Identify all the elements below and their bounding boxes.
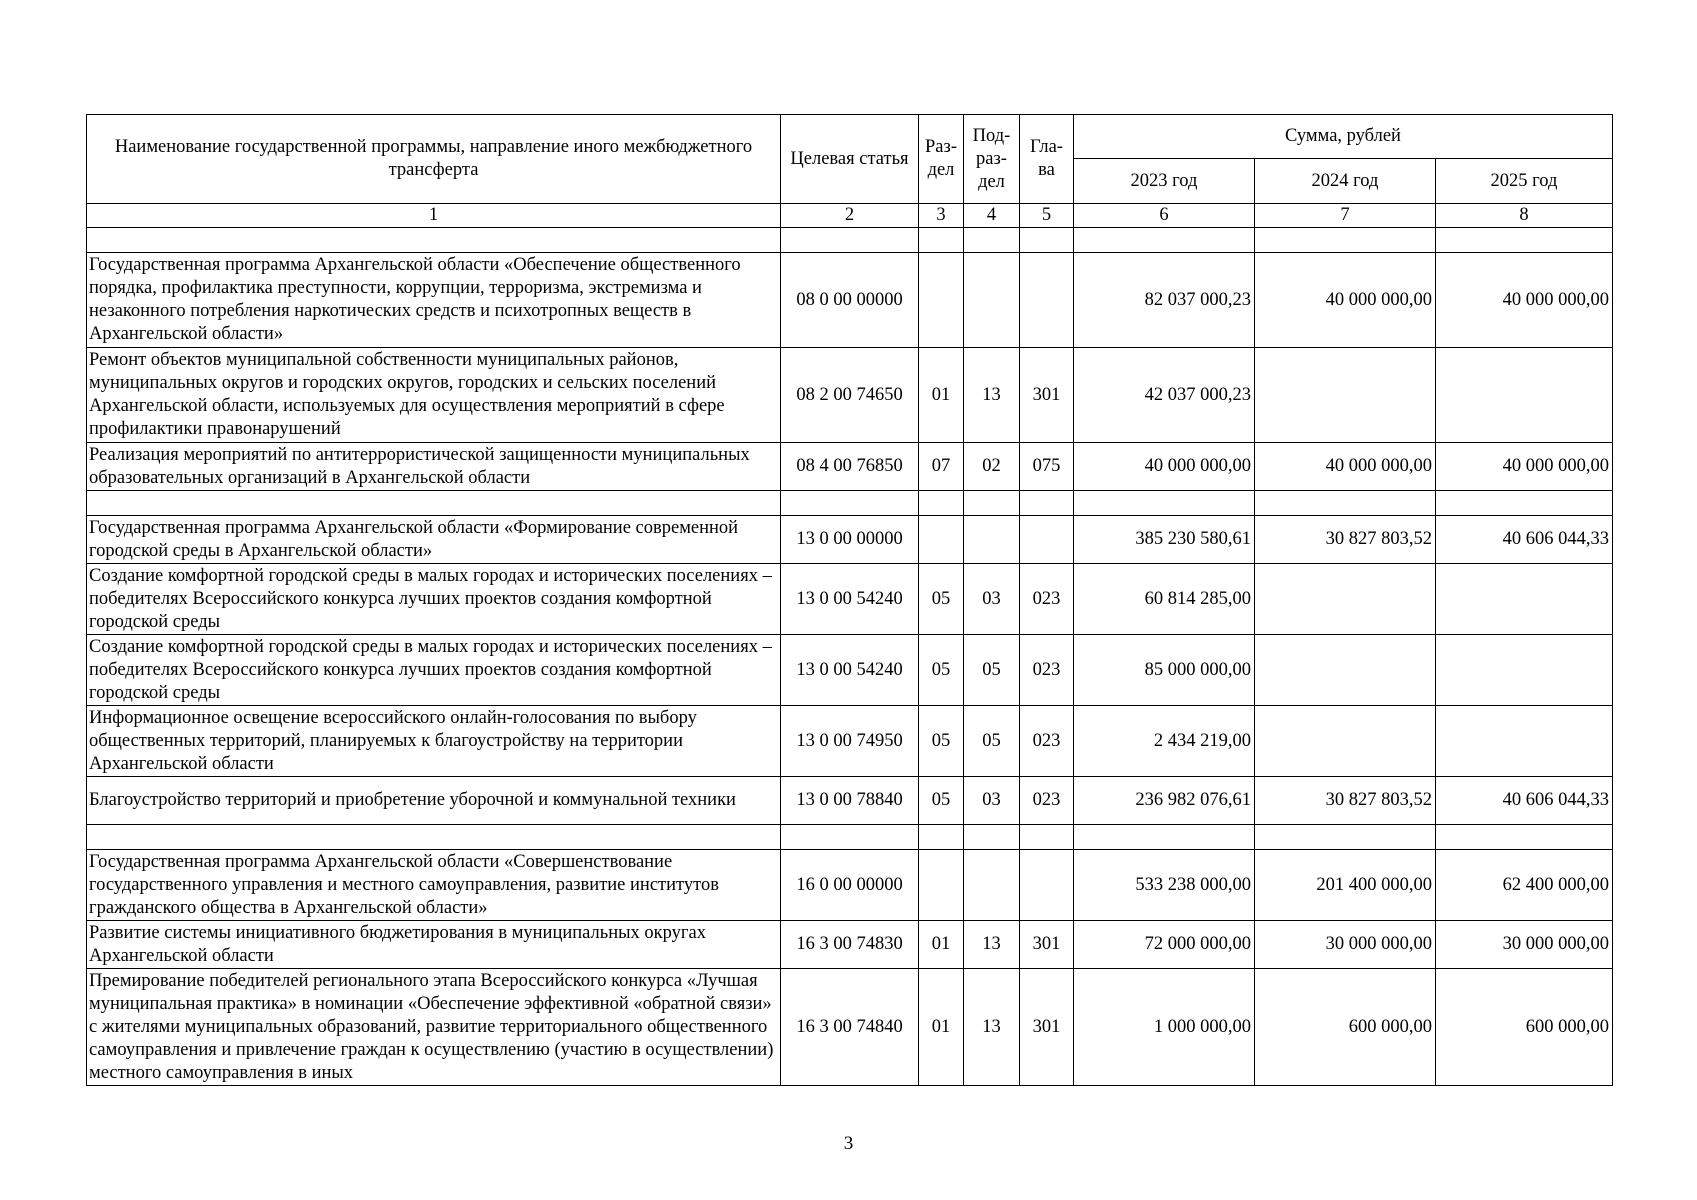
amount-2025: 30 000 000,00 bbox=[1436, 921, 1613, 969]
page-number: 3 bbox=[843, 1133, 854, 1154]
transfer-name: Создание комфортной городской среды в малых городах и исторических поселениях – победителях Всероссийского конкурса лучших проектов создания комфортной городской среды bbox=[87, 635, 781, 706]
target-code: 13 0 00 74950 bbox=[781, 706, 919, 777]
amount-2024: 600 000,00 bbox=[1255, 969, 1436, 1086]
glava bbox=[1020, 253, 1074, 348]
table-row bbox=[87, 253, 1613, 348]
column-number: 7 bbox=[1255, 204, 1436, 228]
transfer-name: Создание комфортной городской среды в малых городах и исторических поселениях – победителях Всероссийского конкурса лучших проектов создания комфортной городской среды bbox=[87, 564, 781, 635]
amount-2024 bbox=[1255, 564, 1436, 635]
podrazdel: 05 bbox=[964, 706, 1020, 777]
amount-2023: 2 434 219,00 bbox=[1074, 706, 1255, 777]
table-row bbox=[87, 850, 1613, 921]
amount-2023: 236 982 076,61 bbox=[1074, 777, 1255, 825]
amount-2025: 600 000,00 bbox=[1436, 969, 1613, 1086]
amount-2025: 40 000 000,00 bbox=[1436, 253, 1613, 348]
program-name: Государственная программа Архангельской области «Формирование современной городской среды в Архангельской области» bbox=[87, 516, 781, 564]
header-year-2023: 2023 год bbox=[1074, 159, 1255, 204]
spacer-row bbox=[87, 491, 1613, 516]
target-code: 08 0 00 00000 bbox=[781, 253, 919, 348]
table-row bbox=[87, 706, 1613, 777]
table-row bbox=[87, 969, 1613, 1086]
amount-2024: 40 000 000,00 bbox=[1255, 253, 1436, 348]
podrazdel: 03 bbox=[964, 564, 1020, 635]
glava: 075 bbox=[1020, 443, 1074, 491]
target-code: 08 2 00 74650 bbox=[781, 348, 919, 443]
program-name: Государственная программа Архангельской области «Совершенствование государственного управления и местного самоуправления, развитие институтов гражданского общества в Архангельской области» bbox=[87, 850, 781, 921]
table-row bbox=[87, 348, 1613, 443]
amount-2023: 533 238 000,00 bbox=[1074, 850, 1255, 921]
target-code: 13 0 00 54240 bbox=[781, 564, 919, 635]
header-section: Раз-дел bbox=[919, 115, 964, 204]
transfer-name: Реализация мероприятий по антитеррористической защищенности муниципальных образовательных организаций в Архангельской области bbox=[87, 443, 781, 491]
spacer-row bbox=[87, 228, 1613, 253]
program-name: Государственная программа Архангельской области «Обеспечение общественного порядка, профилактика преступности, коррупции, терроризма, экстремизма и незаконного потребления наркотических средств и психотропных веществ в Архангельской области» bbox=[87, 253, 781, 348]
razdel bbox=[919, 516, 964, 564]
table-row bbox=[87, 516, 1613, 564]
header-year-2025: 2025 год bbox=[1436, 159, 1613, 204]
razdel bbox=[919, 850, 964, 921]
podrazdel: 13 bbox=[964, 969, 1020, 1086]
spacer-row bbox=[87, 825, 1613, 850]
podrazdel: 05 bbox=[964, 635, 1020, 706]
amount-2023: 1 000 000,00 bbox=[1074, 969, 1255, 1086]
table-row bbox=[87, 635, 1613, 706]
table-row bbox=[87, 921, 1613, 969]
table-row bbox=[87, 777, 1613, 825]
transfer-name: Развитие системы инициативного бюджетирования в муниципальных округах Архангельской области bbox=[87, 921, 781, 969]
header-year-2024: 2024 год bbox=[1255, 159, 1436, 204]
glava bbox=[1020, 516, 1074, 564]
amount-2023: 82 037 000,23 bbox=[1074, 253, 1255, 348]
transfer-name: Премирование победителей регионального этапа Всероссийского конкурса «Лучшая муниципальная практика» в номинации «Обеспечение эффективной «обратной связи» с жителями муниципальных образований, развитие территориального общественного самоуправления и привлечение граждан к осуществлению (участию в осуществлении) местного самоуправления в иных bbox=[87, 969, 781, 1086]
amount-2025 bbox=[1436, 706, 1613, 777]
amount-2025 bbox=[1436, 564, 1613, 635]
column-number: 5 bbox=[1020, 204, 1074, 228]
amount-2024: 30 827 803,52 bbox=[1255, 516, 1436, 564]
razdel bbox=[919, 253, 964, 348]
amount-2025 bbox=[1436, 635, 1613, 706]
column-number: 4 bbox=[964, 204, 1020, 228]
podrazdel bbox=[964, 516, 1020, 564]
amount-2023: 385 230 580,61 bbox=[1074, 516, 1255, 564]
podrazdel bbox=[964, 253, 1020, 348]
amount-2023: 40 000 000,00 bbox=[1074, 443, 1255, 491]
target-code: 16 0 00 00000 bbox=[781, 850, 919, 921]
column-number: 8 bbox=[1436, 204, 1613, 228]
podrazdel bbox=[964, 850, 1020, 921]
column-number: 2 bbox=[781, 204, 919, 228]
razdel: 01 bbox=[919, 969, 964, 1086]
razdel: 05 bbox=[919, 777, 964, 825]
amount-2024: 201 400 000,00 bbox=[1255, 850, 1436, 921]
transfer-name: Благоустройство территорий и приобретение уборочной и коммунальной техники bbox=[87, 777, 781, 825]
column-number: 1 bbox=[87, 204, 781, 228]
razdel: 05 bbox=[919, 706, 964, 777]
target-code: 13 0 00 00000 bbox=[781, 516, 919, 564]
razdel: 05 bbox=[919, 564, 964, 635]
budget-table bbox=[86, 114, 1613, 1086]
column-number: 3 bbox=[919, 204, 964, 228]
amount-2025: 62 400 000,00 bbox=[1436, 850, 1613, 921]
glava: 023 bbox=[1020, 706, 1074, 777]
amount-2023: 60 814 285,00 bbox=[1074, 564, 1255, 635]
razdel: 01 bbox=[919, 348, 964, 443]
transfer-name: Информационное освещение всероссийского онлайн-голосования по выбору общественных территорий, планируемых к благоустройству на территории Архангельской области bbox=[87, 706, 781, 777]
amount-2025: 40 606 044,33 bbox=[1436, 516, 1613, 564]
amount-2025: 40 000 000,00 bbox=[1436, 443, 1613, 491]
table-row bbox=[87, 564, 1613, 635]
header-chapter: Гла-ва bbox=[1020, 115, 1074, 204]
glava: 301 bbox=[1020, 921, 1074, 969]
glava: 023 bbox=[1020, 635, 1074, 706]
amount-2025 bbox=[1436, 348, 1613, 443]
podrazdel: 03 bbox=[964, 777, 1020, 825]
glava: 023 bbox=[1020, 564, 1074, 635]
target-code: 13 0 00 78840 bbox=[781, 777, 919, 825]
razdel: 07 bbox=[919, 443, 964, 491]
amount-2024 bbox=[1255, 635, 1436, 706]
razdel: 05 bbox=[919, 635, 964, 706]
amount-2024: 30 000 000,00 bbox=[1255, 921, 1436, 969]
amount-2024: 40 000 000,00 bbox=[1255, 443, 1436, 491]
transfer-name: Ремонт объектов муниципальной собственности муниципальных районов, муниципальных округов и городских округов, городских и сельских поселений Архангельской области, используемых для осуществления мероприятий в сфере профилактики правонарушений bbox=[87, 348, 781, 443]
podrazdel: 02 bbox=[964, 443, 1020, 491]
glava: 301 bbox=[1020, 969, 1074, 1086]
amount-2025: 40 606 044,33 bbox=[1436, 777, 1613, 825]
column-number-row bbox=[87, 204, 1613, 228]
amount-2023: 85 000 000,00 bbox=[1074, 635, 1255, 706]
amount-2024 bbox=[1255, 348, 1436, 443]
glava: 301 bbox=[1020, 348, 1074, 443]
table-row bbox=[87, 443, 1613, 491]
glava: 023 bbox=[1020, 777, 1074, 825]
amount-2023: 42 037 000,23 bbox=[1074, 348, 1255, 443]
target-code: 16 3 00 74830 bbox=[781, 921, 919, 969]
podrazdel: 13 bbox=[964, 348, 1020, 443]
amount-2024: 30 827 803,52 bbox=[1255, 777, 1436, 825]
razdel: 01 bbox=[919, 921, 964, 969]
header-sum: Сумма, рублей bbox=[1074, 115, 1613, 159]
header-subsection: Под-раз-дел bbox=[964, 115, 1020, 204]
glava bbox=[1020, 850, 1074, 921]
podrazdel: 13 bbox=[964, 921, 1020, 969]
target-code: 13 0 00 54240 bbox=[781, 635, 919, 706]
target-code: 16 3 00 74840 bbox=[781, 969, 919, 1086]
amount-2023: 72 000 000,00 bbox=[1074, 921, 1255, 969]
column-number: 6 bbox=[1074, 204, 1255, 228]
target-code: 08 4 00 76850 bbox=[781, 443, 919, 491]
header-name: Наименование государственной программы, направление иного межбюджетного трансферта bbox=[87, 115, 781, 204]
header-target: Целевая статья bbox=[781, 115, 919, 204]
amount-2024 bbox=[1255, 706, 1436, 777]
